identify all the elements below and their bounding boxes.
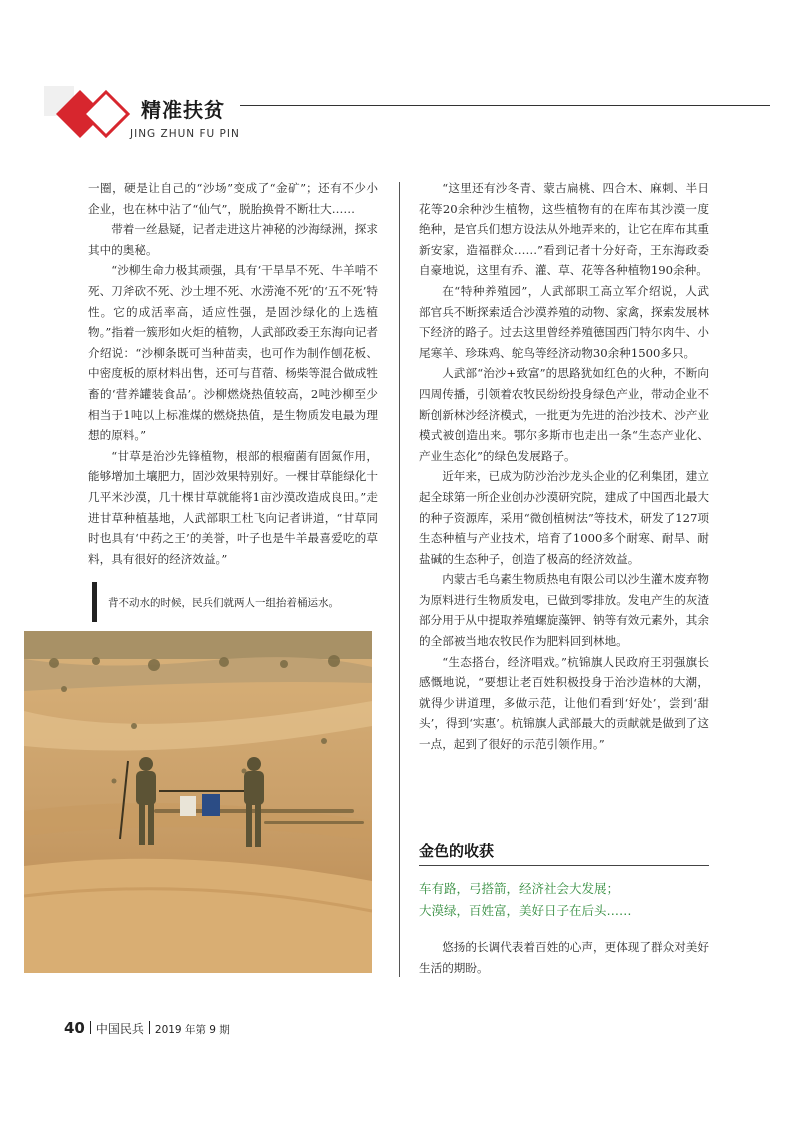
caption-bar: [92, 582, 97, 622]
photo-caption: [92, 582, 372, 622]
column-divider: [399, 182, 400, 977]
paragraph: “生态搭台，经济唱戏。”杭锦旗人民政府王羽强旗长感慨地说，“要想让老百姓积极投身于治沙造林的大潮，就得少讲道理，多做示范，让他们看到‘好处’，尝到‘甜头’，得到‘实惠’。杭锦旗人武部最大的贡献就是做到了这一点，起到了很好的示范引领作用。”: [419, 654, 709, 752]
paragraph: 在“特种养殖园”，人武部职工高立军介绍说，人武部官兵不断探索适合沙漠养殖的动物、家禽，探索发展林下经济的路子。过去这里曾经养殖德国西门特尔肉牛、小尾寒羊、珍珠鸡、鸵鸟等经济动物30余种1500多只。: [419, 283, 709, 360]
closing-paragraph: 悠扬的长调代表着百姓的心声，更体现了群众对美好生活的期盼。: [419, 940, 709, 975]
paragraph: “沙柳生命力极其顽强，具有‘干旱旱不死、牛羊啃不死、刀斧砍不死、沙土埋不死、水涝淹不死’的‘五不死’特性。它的成活率高，适应性强，是固沙绿化的上选植物。”指着一簇形如火炬的植物，人武部政委王东海向记者介绍说：“沙柳条既可当种苗卖，也可作为制作刨花板、中密度板的原材料出售，还可与苜蓿、杨柴等混合做成牲畜的‘营养罐装食品’。沙柳燃烧热值较高，2吨沙柳至少相当于1吨以上标准煤的燃烧热值，是生物质发电最为理想的原料。”: [88, 263, 378, 443]
paragraph: 内蒙古毛乌素生物质热电有限公司以沙生灌木废弃物为原料进行生物质发电，已做到零排放。发电产生的灰渣部分用于从中提取养殖螺旋藻钾、钠等有效元素外，其余的全部被当地农牧民作为肥料回到林地。: [419, 572, 709, 649]
footer-divider: [149, 1021, 150, 1034]
left-column: [88, 178, 378, 569]
verse-block: [419, 878, 719, 922]
issue-label: 2019 年第 9 期: [154, 1024, 230, 1036]
header-rule: [240, 105, 770, 106]
section-pinyin: JING ZHUN FU PIN: [130, 128, 240, 140]
caption-text: 背不动水的时候，民兵们就两人一组抬着桶运水。: [108, 597, 339, 609]
paragraph: 一圈，硬是让自己的“沙场”变成了“金矿”；还有不少小企业，也在林中沾了“仙气”，脱胎换骨不断壮大……: [88, 181, 378, 216]
paragraph: “甘草是治沙先锋植物，根部的根瘤菌有固氮作用，能够增加土壤肥力，固沙效果特别好。一棵甘草能绿化十几平米沙漠，几十棵甘草就能将1亩沙漠改造成良田。”走进甘草种植基地，人武部职工杜飞向记者讲道，“甘草同时也具有‘中药之王’的美誉，叶子也是牛羊最喜爱吃的草料，具有很好的经济效益。”: [88, 448, 378, 566]
verse-line: 车有路，弓搭箭，经济社会大发展；: [419, 881, 620, 896]
paragraph: 带着一丝悬疑，记者走进这片神秘的沙海绿洲，探求其中的奥秘。: [88, 222, 378, 257]
desert-photo: [24, 631, 372, 973]
paragraph: 近年来，已成为防沙治沙龙头企业的亿利集团，建立起全球第一所企业创办沙漠研究院，建成了中国西北最大的种子资源库，采用“微创植树法”等技术，研发了127项生态种植与产业技术，培育了1000多个耐寒、耐旱、耐盐碱的生态种子，创造了极高的经济效益。: [419, 469, 709, 566]
section-title: 精准扶贫: [141, 98, 225, 122]
paragraph: 人武部“治沙+致富”的思路犹如红色的火种，不断向四周传播，引领着农牧民纷纷投身绿色产业，带动企业不断创新林沙经济模式，一批更为先进的治沙技术、沙产业模式被创造出来。鄂尔多斯市也走出一条“生态产业化、产业生态化”的绿色发展路子。: [419, 366, 709, 463]
section-heading-rule: [419, 865, 709, 866]
magazine-name: 中国民兵: [95, 1022, 144, 1036]
section-logo: [40, 82, 140, 150]
verse-line: 大漠绿，百姓富，美好日子在后头……: [419, 903, 632, 918]
page-number: 40: [64, 1019, 85, 1037]
right-column: [419, 178, 709, 755]
paragraph: “这里还有沙冬青、蒙古扁桃、四合木、麻刺、半日花等20余种沙生植物，这些植物有的在库布其沙漠一度绝种，是官兵们想方设法从外地弄来的，让它在库布其重新安家，造福群众……”看到记者十分好奇，王东海政委自豪地说，这里有乔、灌、草、花等各种植物190余种。: [419, 181, 709, 278]
section-heading: 金色的收获: [419, 842, 495, 860]
footer-divider: [90, 1021, 91, 1034]
page-footer: [64, 1018, 230, 1037]
